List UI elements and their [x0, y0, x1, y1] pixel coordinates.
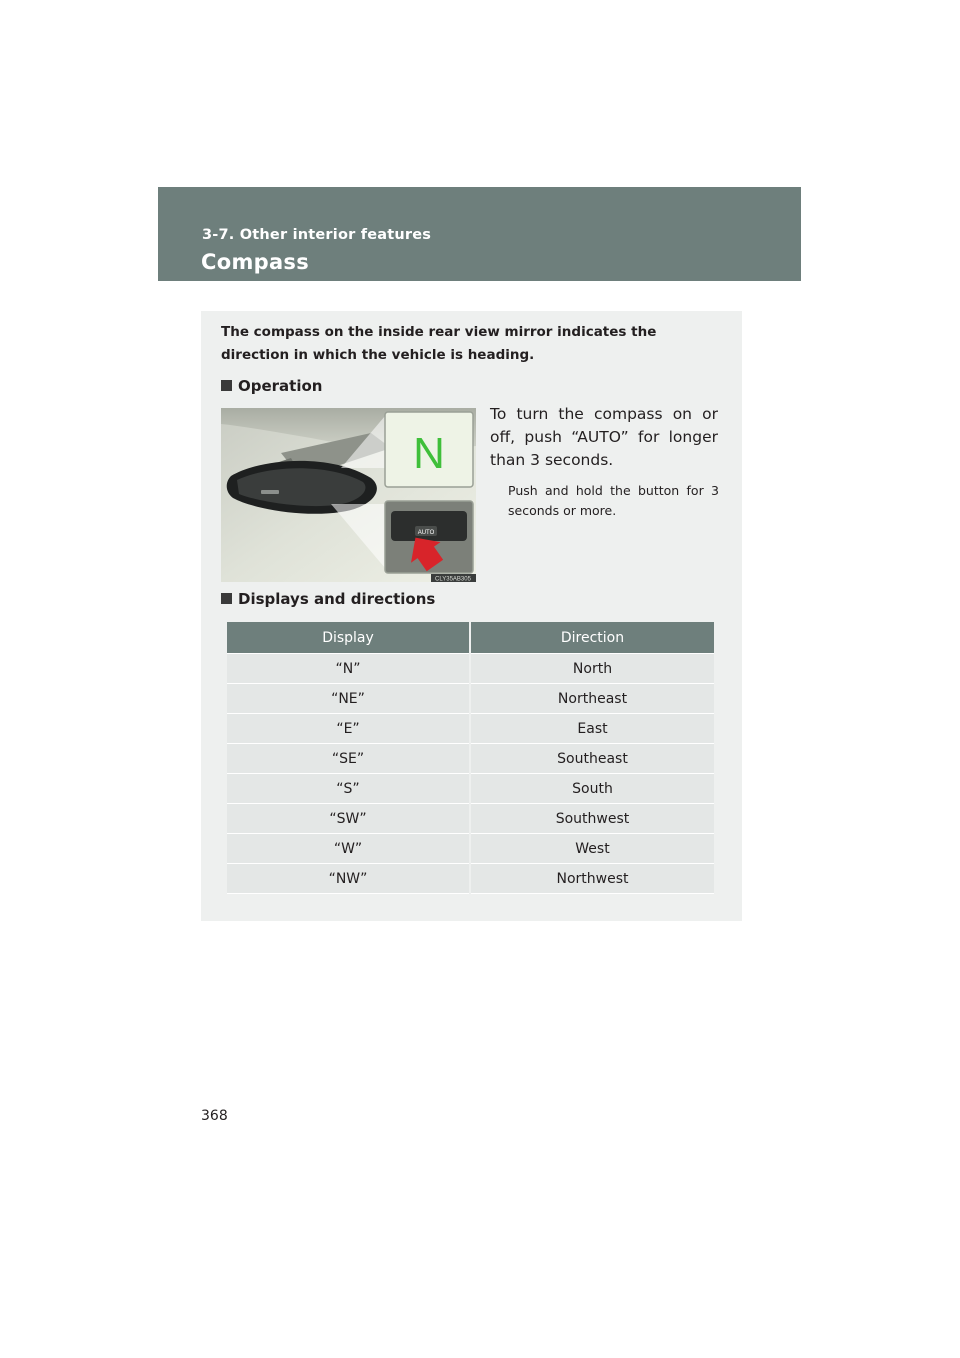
table-row [227, 684, 714, 714]
table-header-row [227, 622, 714, 654]
compass-n-letter: N [413, 429, 445, 478]
direction-cell: Northwest [470, 864, 714, 894]
section-label: 3-7. Other interior features [202, 227, 432, 243]
table-row [227, 804, 714, 834]
displays-heading [221, 589, 435, 609]
display-cell: “E” [227, 714, 470, 744]
content-panel [201, 311, 742, 921]
direction-cell: South [470, 774, 714, 804]
mirror-illustration [221, 408, 476, 582]
column-header-display: Display [227, 622, 470, 654]
direction-cell: North [470, 654, 714, 684]
direction-cell: Southeast [470, 744, 714, 774]
display-cell: “NE” [227, 684, 470, 714]
operation-note: Push and hold the button for 3 seconds or more. [508, 483, 719, 518]
directions-table [227, 622, 714, 894]
direction-cell: Southwest [470, 804, 714, 834]
operation-step: To turn the compass on or off, push “AUTO” for longer than 3 seconds. [490, 405, 718, 469]
table-row [227, 744, 714, 774]
header-band [158, 187, 801, 281]
operation-heading-label: Operation [238, 377, 323, 395]
display-cell: “NW” [227, 864, 470, 894]
operation-heading [221, 376, 322, 396]
square-bullet-icon [221, 593, 232, 604]
direction-cell: West [470, 834, 714, 864]
display-cell: “W” [227, 834, 470, 864]
column-header-direction: Direction [470, 622, 714, 654]
table-row [227, 834, 714, 864]
mirror-illustration-svg [221, 408, 476, 582]
displays-heading-label: Displays and directions [238, 590, 436, 608]
table-row [227, 864, 714, 894]
direction-cell: Northeast [470, 684, 714, 714]
table-row [227, 714, 714, 744]
intro-text: The compass on the inside rear view mirror indicates the direction in which the vehicle is heading. [221, 324, 657, 363]
display-cell: “N” [227, 654, 470, 684]
display-cell: “SE” [227, 744, 470, 774]
square-bullet-icon [221, 380, 232, 391]
page-number: 368 [201, 1108, 228, 1124]
table-row [227, 654, 714, 684]
illustration-code: CLY35AB305 [435, 576, 471, 582]
display-cell: “S” [227, 774, 470, 804]
auto-button-label: AUTO [417, 530, 435, 536]
page-title: Compass [201, 250, 310, 274]
table-row [227, 774, 714, 804]
display-cell: “SW” [227, 804, 470, 834]
direction-cell: East [470, 714, 714, 744]
